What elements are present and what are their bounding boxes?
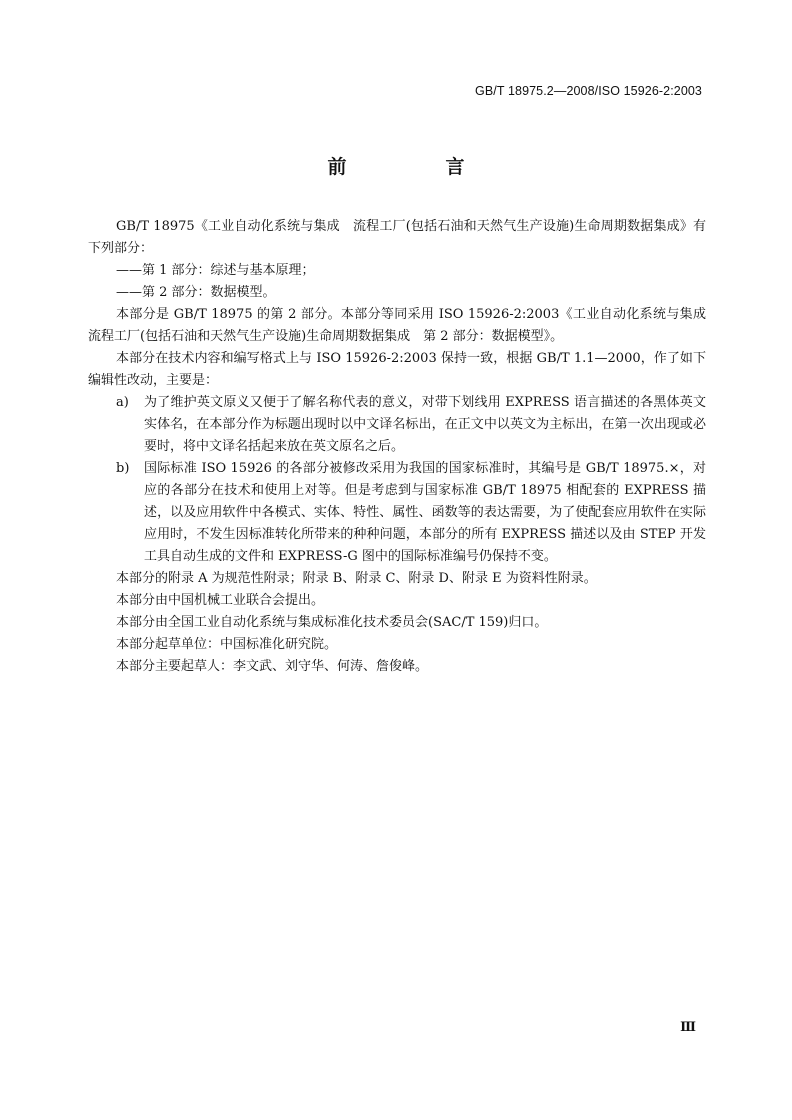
- list-item-b-text: 国际标准 ISO 15926 的各部分被修改采用为我国的国家标准时，其编号是 GB/T 18975.×，对应的各部分在技术和使用上对等。但是考虑到与国家标准 GB/T 18975 相配套的 EXPRESS 描述，以及应用软件中各模式、实体、特性、属性、函数等的表达需要，为了使配套应用软件在实际应用时，不发生因标准转化所带来的种种问题，本部分的所有 EXPRESS 描述以及由 STEP 开发工具自动生成的文件和 EXPRESS-G 图中的国际标准编号仍保持不变。: [144, 461, 706, 564]
- paragraph-adoption: 本部分是 GB/T 18975 的第 2 部分。本部分等同采用 ISO 15926-2:2003《工业自动化系统与集成 流程工厂(包括石油和天然气生产设施)生命周期数据集成 第 2 部分：数据模型》。: [88, 307, 720, 344]
- foreword-body: [88, 216, 720, 678]
- paragraph-annexes: 本部分的附录 A 为规范性附录；附录 B、附录 C、附录 D、附录 E 为资料性附录。: [116, 571, 597, 586]
- page-number: Ⅲ: [680, 1020, 696, 1035]
- list-item-a-label: a): [116, 395, 129, 410]
- list-item-part-1: ——第 1 部分：综述与基本原理；: [116, 263, 315, 278]
- paragraph-parts-intro: GB/T 18975《工业自动化系统与集成 流程工厂(包括石油和天然气生产设施)生命周期数据集成》有下列部分：: [88, 219, 706, 256]
- page-title: 前 言: [327, 156, 505, 178]
- standard-code-header: GB/T 18975.2—2008/ISO 15926-2:2003: [475, 84, 702, 98]
- paragraph-drafting-unit: 本部分起草单位：中国标准化研究院。: [116, 637, 338, 652]
- list-item-b-label: b): [116, 461, 130, 476]
- list-item-a: [88, 392, 706, 458]
- list-item-b: [88, 458, 706, 568]
- paragraph-drafters: 本部分主要起草人：李文武、刘守华、何涛、詹俊峰。: [116, 659, 429, 674]
- paragraph-centralized-by: 本部分由全国工业自动化系统与集成标准化技术委员会(SAC/T 159)归口。: [116, 615, 548, 630]
- list-item-a-text: 为了维护英文原义又便于了解名称代表的意义，对带下划线用 EXPRESS 语言描述的各黑体英文实体名，在本部分作为标题出现时以中文译名标出，在正文中以英文为主标出，在第一次出现或必要时，将中文译名括起来放在英文原名之后。: [144, 395, 706, 454]
- paragraph-proposed-by: 本部分由中国机械工业联合会提出。: [116, 593, 325, 608]
- paragraph-editorial-changes: 本部分在技术内容和编写格式上与 ISO 15926-2:2003 保持一致，根据 GB/T 1.1—2000，作了如下编辑性改动，主要是：: [88, 351, 706, 388]
- list-item-part-2: ——第 2 部分：数据模型。: [116, 285, 276, 300]
